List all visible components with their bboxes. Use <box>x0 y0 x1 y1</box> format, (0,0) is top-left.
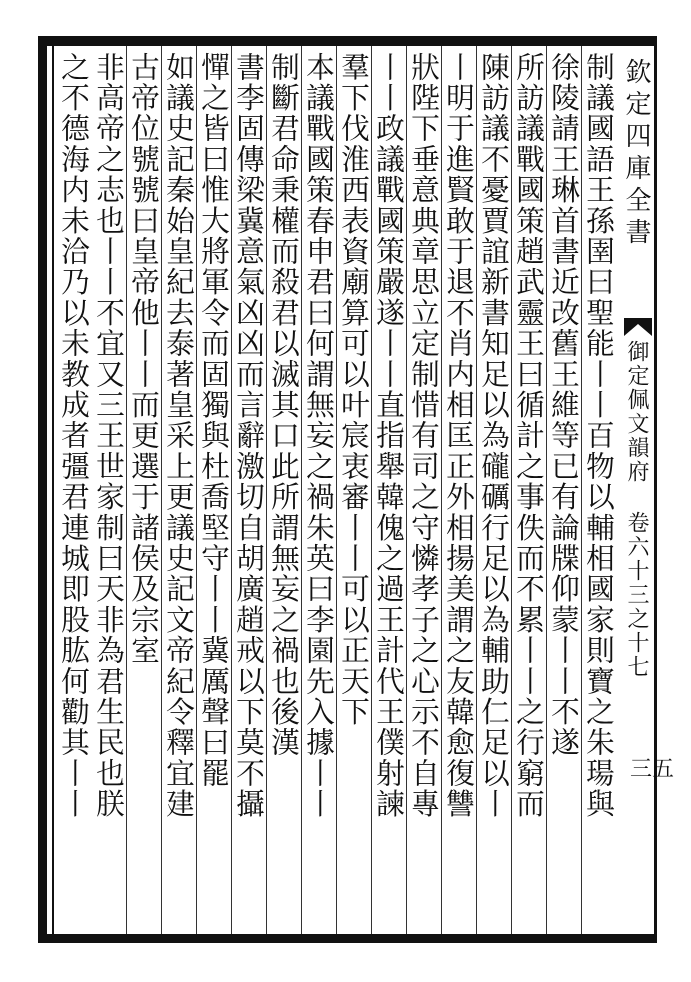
text-column: 憚之皆曰惟大將軍令而固獨與杜喬堅守丨丨冀厲聲曰罷 <box>197 52 231 789</box>
text-column: 制斷君命秉權而殺君以滅其口此所謂無妄之禍也後漢 <box>267 52 301 759</box>
text-column: 丨丨政議戰國策嚴遂丨丨直指舉韓傀之過王計代王僕射諫 <box>372 52 406 820</box>
frame-bottom-border <box>38 934 655 943</box>
text-column: 之不德海内未洽乃以未教成者彊君連城即股肱何勸其丨丨 <box>57 52 91 820</box>
text-column: 所訪議戰國策趙武靈王曰循計之事佚而不累丨丨之行窮而 <box>512 52 546 820</box>
text-column: 徐陵請王琳首書近改舊王維等已有論牒仰蒙丨丨不遂 <box>547 52 581 759</box>
book-title: 欽定四庫全書 <box>621 58 651 250</box>
fishtail-mark-icon <box>624 318 652 336</box>
volume-title: 御定佩文韻府 卷六十三之十七 <box>624 340 649 679</box>
text-column: 陳訪議不憂賈誼新書知足以為礲礪行足以為輔助仁足以丨 <box>477 52 511 820</box>
frame-right-border <box>654 36 657 943</box>
page-number: 三五 <box>630 757 675 782</box>
text-column: 羣下伐淮西表資廟算可以叶宸衷審丨丨可以正天下 <box>337 52 371 728</box>
text-column: 書李固傳梁冀意氣凶凶而言辭激切自胡廣趙戒以下莫不攝 <box>232 52 266 820</box>
text-column: 本議戰國策春申君曰何謂無妄之禍朱英曰李園先入據丨丨 <box>302 52 336 820</box>
frame-top-border <box>38 36 655 46</box>
text-column: 狀陛下垂意典章思立定制惜有司之守憐孝子之心示不自專 <box>407 52 441 820</box>
text-column: 制議國語王孫圉曰聖能丨丨百物以輔相國家則寶之朱瑒與 <box>582 52 616 820</box>
frame-left-border <box>38 36 47 943</box>
text-column: 丨明于進賢敢于退不肖内相匡正外相揚美謂之友韓愈復讐 <box>442 52 476 820</box>
text-column: 非高帝之志也丨丨不宜又三王世家制曰天非為君生民也朕 <box>92 52 126 820</box>
frame-inner-left-border <box>52 46 54 934</box>
text-column: 古帝位號號曰皇帝他丨丨而更選于諸侯及宗室 <box>127 52 161 666</box>
text-column: 如議史記秦始皇紀去泰著皇采上更議史記文帝紀令釋宜建 <box>162 52 196 820</box>
